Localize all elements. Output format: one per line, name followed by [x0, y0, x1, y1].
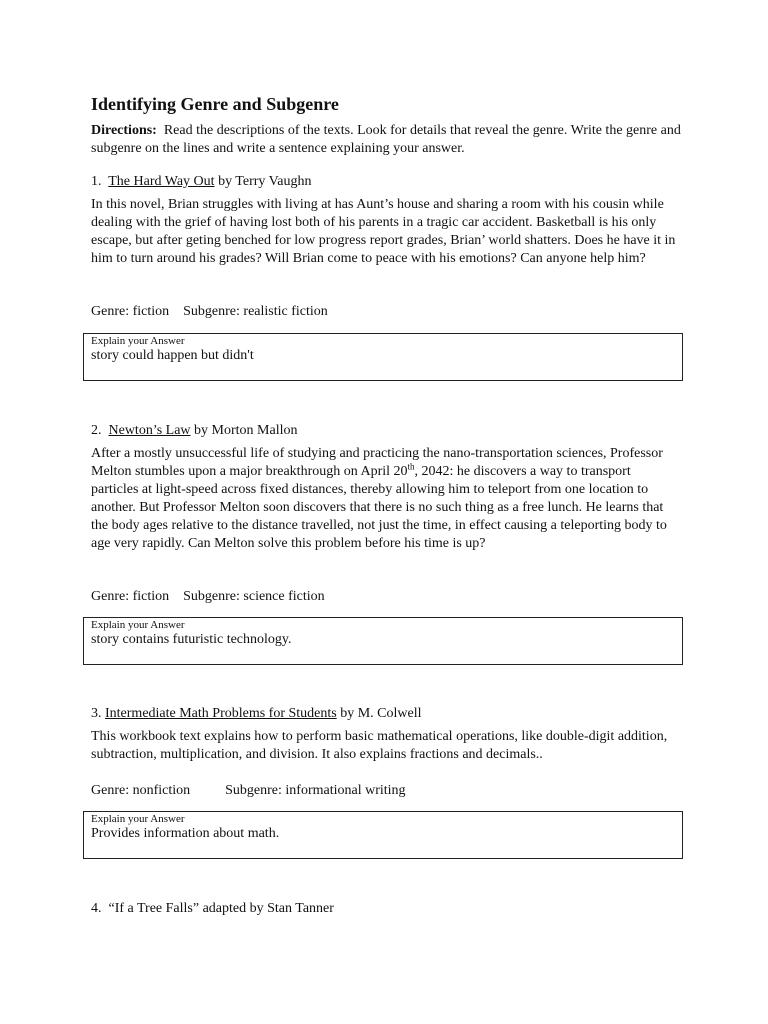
question-1-subgenre-label: Subgenre:	[183, 304, 240, 319]
question-1-subgenre: realistic fiction	[243, 304, 328, 319]
question-4-title: “If a Tree Falls”	[108, 901, 200, 916]
directions	[91, 122, 691, 158]
question-4-byline: adapted by Stan Tanner	[202, 901, 334, 916]
question-1-byline: by Terry Vaughn	[218, 174, 312, 189]
question-1-book-title: The Hard Way Out	[108, 174, 215, 189]
question-2-genre: fiction	[132, 589, 170, 604]
question-2-answer-box[interactable]	[83, 617, 683, 665]
question-2-genre-line	[91, 588, 325, 606]
question-2-byline: by Morton Mallon	[194, 423, 298, 438]
page-title: Identifying Genre and Subgenre	[91, 94, 339, 114]
question-2-genre-label: Genre:	[91, 589, 130, 604]
question-3-paragraph: This workbook text explains how to perform basic mathematical operations, like double-digit addition, subtraction, multiplication, and division. It also explains fractions and decimals..	[91, 729, 668, 762]
directions-label: Directions:	[91, 123, 157, 138]
question-1-explain-label: Explain your Answer	[91, 335, 185, 347]
question-1-answer-box[interactable]	[83, 333, 683, 381]
question-3-answer: Provides information about math.	[91, 826, 280, 841]
question-2-book-title: Newton’s Law	[108, 423, 191, 438]
question-1-genre-label: Genre:	[91, 304, 130, 319]
question-1-genre-line	[91, 303, 328, 321]
question-2-subgenre: science fiction	[243, 589, 325, 604]
question-3-number: 3.	[91, 706, 102, 721]
question-4-number: 4.	[91, 901, 102, 916]
question-3-heading	[91, 705, 422, 723]
question-2-superscript: th	[407, 461, 415, 472]
question-1-heading	[91, 173, 311, 191]
question-1-genre: fiction	[132, 304, 170, 319]
question-2-paragraph-part-2: , 2042: he discovers a way to transport particles at light-speed across fixed distances, thereby allowing him to teleport from one location to another. But Professor Melton soon discovers that there is no such thing as a free lunch. He learns that the body ages relative to the distance travelled, not just the time, in effect causing a teleporting body to age very rapidly. Can Melton solve this problem before his time is up?	[91, 464, 667, 551]
question-3-genre: nonfiction	[132, 783, 191, 798]
question-3-byline: by M. Colwell	[340, 706, 422, 721]
question-2-answer: story contains futuristic technology.	[91, 632, 292, 647]
question-2-paragraph	[91, 445, 681, 553]
question-2-explain-label: Explain your Answer	[91, 619, 185, 631]
question-2-number: 2.	[91, 423, 102, 438]
question-4-heading	[91, 900, 334, 918]
question-3-subgenre: informational writing	[285, 783, 406, 798]
question-3-explain-label: Explain your Answer	[91, 813, 185, 825]
question-3-genre-label: Genre:	[91, 783, 130, 798]
question-1-number: 1.	[91, 174, 102, 189]
directions-text: Read the descriptions of the texts. Look for details that reveal the genre. Write the genre and subgenre on the lines and write a sentence explaining your answer.	[91, 123, 681, 156]
question-1-answer: story could happen but didn't	[91, 348, 254, 363]
question-2-paragraph-part-1: After a mostly unsuccessful life of studying and practicing the nano-transportation sciences, Professor Melton stumbles upon a major breakthrough on April 20	[91, 446, 663, 479]
question-3-genre-line	[91, 782, 406, 800]
question-3-subgenre-label: Subgenre:	[225, 783, 282, 798]
question-2-heading	[91, 422, 298, 440]
question-1-paragraph: In this novel, Brian struggles with living at has Aunt’s house and sharing a room with his cousin while dealing with the grief of having lost both of his parents in a tragic car accident. Basketball is his only escape, but after geting benched for low progress report grades, Brian’ world shatters. Does he have it in him to turn around his grades? Will Brian come to peace with his emotions? Can anyone help him?	[91, 197, 676, 266]
question-3-book-title: Intermediate Math Problems for Students	[105, 706, 337, 721]
question-2-subgenre-label: Subgenre:	[183, 589, 240, 604]
question-3-answer-box[interactable]	[83, 811, 683, 859]
